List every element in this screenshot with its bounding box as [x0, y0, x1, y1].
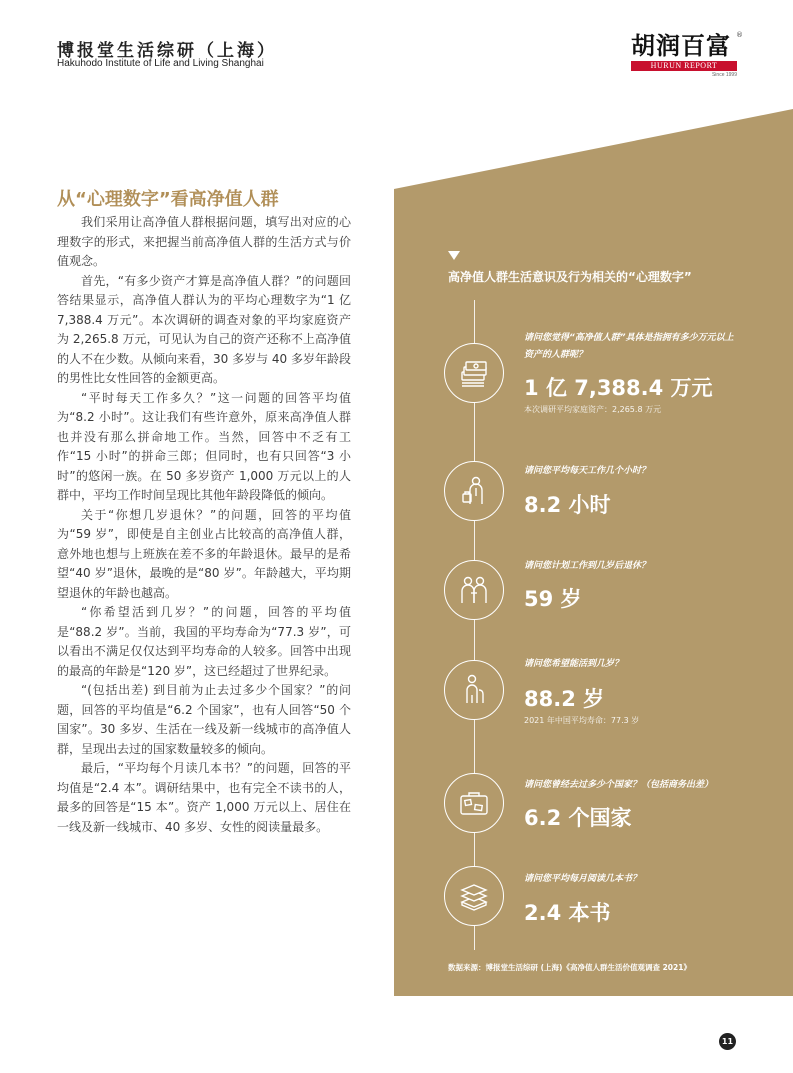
- article-body: [57, 213, 351, 837]
- article-paragraph: “平时每天工作多久？”这一问题的回答平均值为“8.2 小时”。这让我们有些许意外，原来高净值人群也并没有那么拼命地工作。当然，回答中不乏有工作“15 小时”的拼命三郎；但同时，也有只回答“3 小时”的悠闲一族。在 50 多岁资产 1,000 万元以上的人群中，平均工作时间呈现比其他年龄段降低的倾向。: [57, 390, 351, 502]
- header-title-en: Hakuhodo Institute of Life and Living Shanghai: [57, 58, 264, 69]
- value-1: 1 亿 7,388.4 万元: [524, 376, 713, 400]
- logo-bar: HURUN REPORT: [631, 61, 737, 71]
- value-5: 6.2 个国家: [524, 806, 632, 830]
- value-6: 2.4 本书: [524, 901, 611, 925]
- question-6: 请问您平均每月阅读几本书？: [524, 874, 642, 884]
- logo-since: Since 1999: [711, 72, 737, 78]
- money-stack-icon: [444, 343, 504, 403]
- article-paragraph: “你希望活到几岁？”的问题，回答的平均值是“88.2 岁”。当前，我国的平均寿命为“77.3 岁”，可以看出不满足仅仅达到平均寿命的人较多。回答中出现的最高的年龄是“120 岁”，这已经超过了世界纪录。: [57, 605, 351, 678]
- logo-registered-mark: ®: [736, 31, 743, 39]
- article-paragraph: 关于“你想几岁退休？”的问题，回答的平均值为“59 岁”，即使是自主创业占比较高的高净值人群，意外地也想与上班族在差不多的年龄退休。最早的是希望“40 岁”退休，最晚的是“80 岁”。年龄越大，平均期望退休的年龄也越高。: [57, 507, 351, 600]
- article-title: 从“心理数字”看高净值人群: [57, 189, 279, 210]
- header-title-cn: 博报堂生活综研（上海）: [57, 41, 277, 61]
- sub-4: 2021 年中国平均寿命：77.3 岁: [524, 716, 640, 725]
- elderly-person-icon: [444, 660, 504, 720]
- retired-couple-icon: [444, 560, 504, 620]
- question-2: 请问您平均每天工作几个小时？: [524, 466, 651, 476]
- article-paragraph: 我们采用让高净值人群根据问题，填写出对应的心理数字的形式，来把握当前高净值人群的生活方式与价值观念。: [57, 215, 351, 268]
- value-2: 8.2 小时: [524, 493, 611, 517]
- value-4: 88.2 岁: [524, 687, 605, 711]
- infographic-panel: [394, 109, 793, 996]
- office-worker-icon: [444, 461, 504, 521]
- data-source: 数据来源：博报堂生活综研 (上海)《高净值人群生活价值观调查 2021》: [448, 963, 691, 972]
- triangle-marker-icon: [448, 251, 460, 260]
- article-paragraph: 首先，“有多少资产才算是高净值人群？”的问题回答结果显示，高净值人群认为的平均心理数字为“1 亿 7,388.4 万元”。本次调研的调查对象的平均家庭资产为 2,265.8 万元，可见认为自己的资产还称不上高净值的人不在少数。从倾向来看，30 多岁与 40 多岁年龄段的男性比女性回答的金额更高。: [57, 273, 351, 385]
- suitcase-icon: [444, 773, 504, 833]
- panel-title: 高净值人群生活意识及行为相关的“心理数字”: [448, 270, 692, 284]
- question-3: 请问您计划工作到几岁后退休？: [524, 561, 651, 571]
- value-3: 59 岁: [524, 587, 582, 611]
- question-4: 请问您希望能活到几岁？: [524, 659, 624, 669]
- sub-1: 本次调研平均家庭资产：2,265.8 万元: [524, 405, 662, 414]
- article-paragraph: “(包括出差) 到目前为止去过多少个国家？”的问题，回答的平均值是“6.2 个国家”，也有人回答“50 个国家”。30 多岁、生活在一线及新一线城市的高净值人群，呈现出去过的国家数量较多的倾向。: [57, 683, 351, 756]
- question-1: 请问您觉得“高净值人群”具体是指拥有多少万元以上资产的人群呢？: [524, 333, 734, 360]
- question-5: 请问您曾经去过多少个国家？（包括商务出差）: [524, 780, 714, 790]
- logo-text: 胡润百富: [631, 32, 731, 60]
- books-icon: [444, 866, 504, 926]
- hurun-logo: [631, 31, 743, 78]
- page-number: 11: [719, 1033, 736, 1050]
- article-paragraph: 最后，“平均每个月读几本书？”的问题，回答的平均值是“2.4 本”。调研结果中，也有完全不读书的人，最多的回答是“15 本”。资产 1,000 万元以上、居住在一线及新一线城市、40 多岁、女性的阅读量最多。: [57, 761, 351, 834]
